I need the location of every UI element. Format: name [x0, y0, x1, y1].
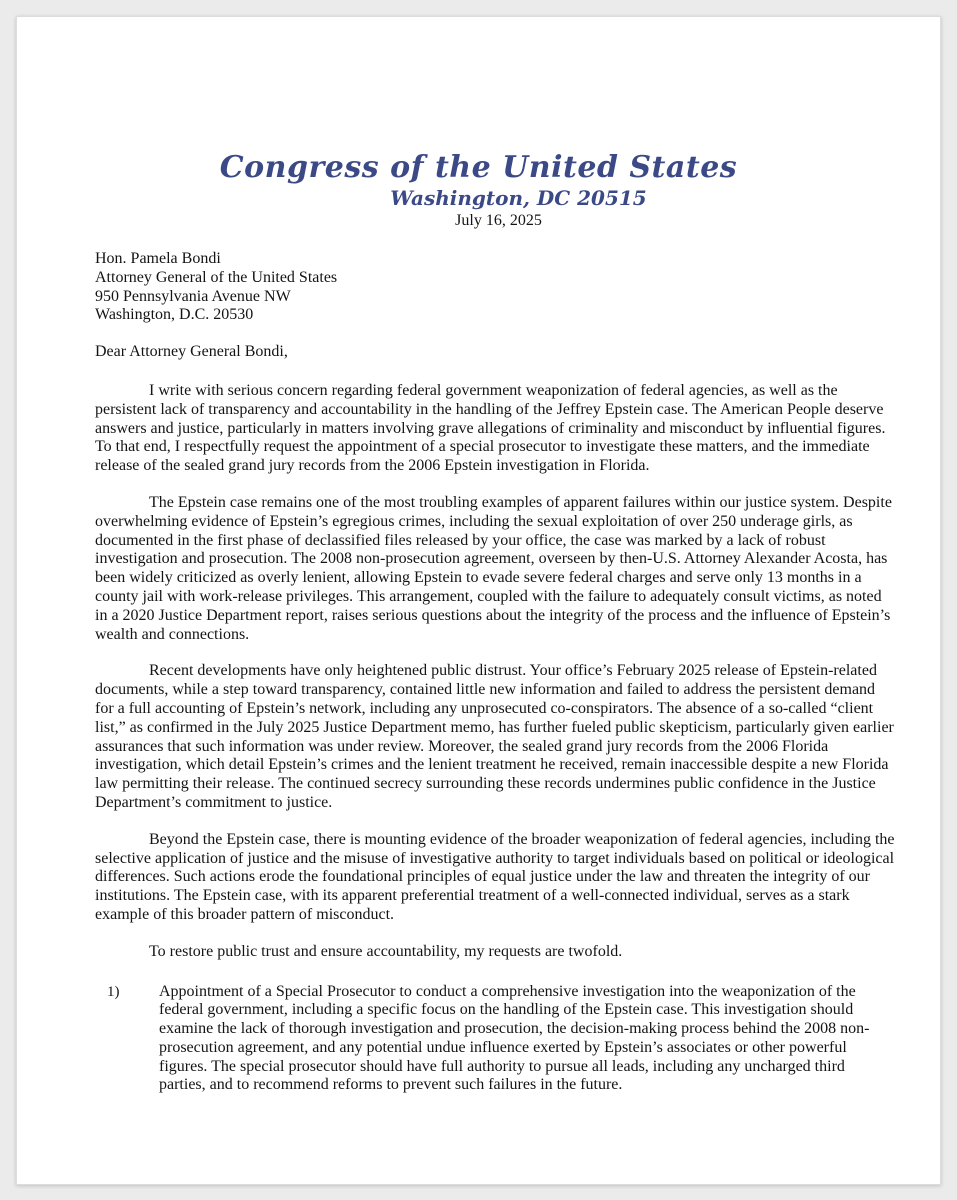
letterhead-title: Congress of the United States	[219, 150, 738, 185]
letterhead-city: Washington, DC 20515	[390, 186, 647, 210]
letterhead	[17, 151, 940, 231]
list-number: 1)	[107, 983, 120, 1000]
salutation: Dear Attorney General Bondi,	[95, 343, 288, 361]
paragraph: Beyond the Epstein case, there is mounting evidence of the broader weaponization of federal agencies, including the selective application of justice and the misuse of investigative authority to target individuals based on political or ideological differences. Such actions erode the foundational principles of equal justice under the law and threaten the integrity of our institutions. The Epstein case, with its apparent preferential treatment of a well-connected individual, serves as a stark example of this broader pattern of misconduct.	[95, 830, 895, 923]
recipient-line: Attorney General of the United States	[95, 268, 338, 286]
recipient-address	[95, 250, 895, 325]
paragraph: To restore public trust and ensure accountability, my requests are twofold.	[149, 942, 623, 960]
letter-date: July 16, 2025	[455, 212, 542, 229]
letter-page	[16, 16, 941, 1185]
paragraph: I write with serious concern regarding federal government weaponization of federal agencies, as well as the persistent lack of transparency and accountability in the handling of the Jeffrey Epstein case. The American People deserve answers and justice, particularly in matters involving grave allegations of criminality and misconduct by influential figures. To that end, I respectfully request the appointment of a special prosecutor to investigate these matters, and the immediate release of the sealed grand jury records from the 2006 Epstein investigation in Florida.	[95, 381, 886, 475]
list-item-text: Appointment of a Special Prosecutor to conduct a comprehensive investigation into the weaponization of the federal government, including a specific focus on the handling of the Epstein case. This investigation should examine the lack of thorough investigation and prosecution, the decision-making process behind the 2008 non-prosecution agreement, and any potential undue influence exerted by Epstein’s associates or other powerful figures. The special prosecutor should have full authority to pursue all leads, including any uncharged third parties, and to recommend reforms to prevent such failures in the future.	[159, 982, 870, 1094]
paragraph: The Epstein case remains one of the most troubling examples of apparent failures within our justice system. Despite overwhelming evidence of Epstein’s egregious crimes, including the sexual exploitation of over 250 underage girls, as documented in the first phase of declassified files released by your office, the case was marked by a lack of robust investigation and prosecution. The 2008 non-prosecution agreement, overseen by then-U.S. Attorney Alexander Acosta, has been widely criticized as overly lenient, allowing Epstein to evade severe federal charges and serve only 13 months in a county jail with work-release privileges. This arrangement, coupled with the failure to adequately consult victims, as noted in a 2020 Justice Department report, raises serious questions about the integrity of the process and the influence of Epstein’s wealth and connections.	[95, 493, 892, 643]
recipient-line: Washington, D.C. 20530	[95, 306, 254, 324]
paragraph: Recent developments have only heightened public distrust. Your office’s February 2025 release of Epstein-related documents, while a step toward transparency, contained little new information and failed to address the persistent demand for a full accounting of Epstein’s network, including any unprosecuted co-conspirators. The absence of a so-called “client list,” as confirmed in the July 2025 Justice Department memo, has further fueled public skepticism, particularly given earlier assurances that such information was under review. Moreover, the sealed grand jury records from the 2006 Florida investigation, which detail Epstein’s crimes and the lenient treatment he received, remain inaccessible despite a new Florida law permitting their release. The continued secrecy surrounding these records undermines public confidence in the Justice Department’s commitment to justice.	[95, 662, 894, 811]
recipient-line: 950 Pennsylvania Avenue NW	[95, 287, 291, 305]
request-list-item	[107, 983, 895, 1096]
letter-body	[95, 250, 895, 1095]
recipient-line: Hon. Pamela Bondi	[95, 250, 221, 267]
